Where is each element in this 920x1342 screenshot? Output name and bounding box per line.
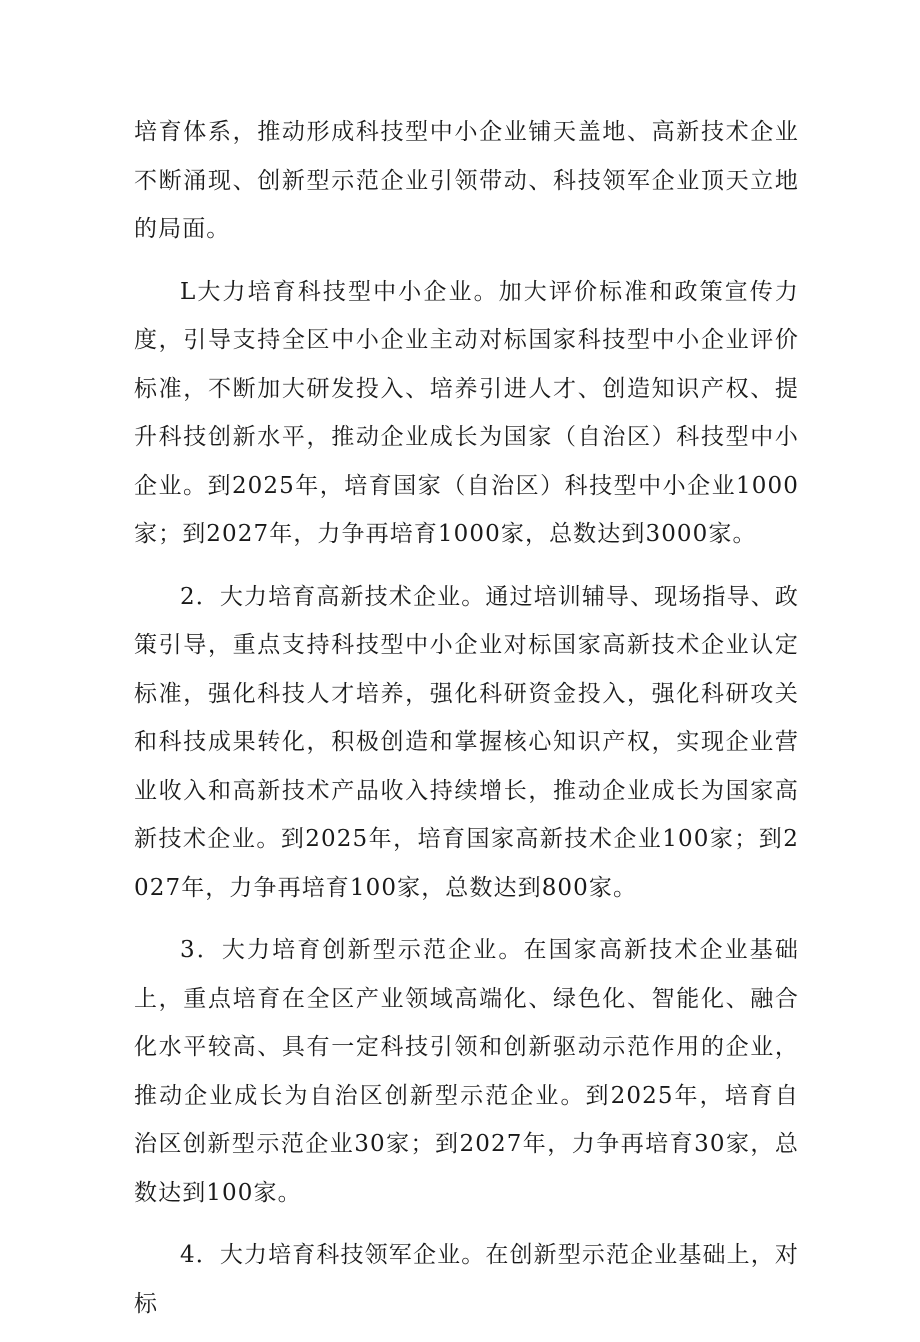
paragraph-item-3: 3．大力培育创新型示范企业。在国家高新技术企业基础上，重点培育在全区产业领域高端化、绿色化、智能化、融合化水平较高、具有一定科技引领和创新驱动示范作用的企业，推动企业成长为自治区创新型示范企业。到2025年，培育自治区创新型示范企业30家；到2027年，力争再培育30家，总数达到100家。 — [134, 937, 799, 1206]
paragraph-continuation: 培育体系，推动形成科技型中小企业铺天盖地、高新技术企业不断涌现、创新型示范企业引领带动、科技领军企业顶天立地的局面。 — [134, 119, 799, 242]
paragraph-item-1: L大力培育科技型中小企业。加大评价标准和政策宣传力度，引导支持全区中小企业主动对标国家科技型中小企业评价标准，不断加大研发投入、培养引进人才、创造知识产权、提升科技创新水平，推动企业成长为国家（自治区）科技型中小企业。到2025年，培育国家（自治区）科技型中小企业1000家；到2027年，力争再培育1000家，总数达到3000家。 — [134, 278, 799, 547]
paragraph-item-4: 4．大力培育科技领军企业。在创新型示范企业基础上，对标 — [134, 1242, 799, 1317]
document-body — [134, 108, 799, 1342]
paragraph-item-2: 2．大力培育高新技术企业。通过培训辅导、现场指导、政策引导，重点支持科技型中小企业对标国家高新技术企业认定标准，强化科技人才培养，强化科研资金投入，强化科研攻关和科技成果转化，积极创造和掌握核心知识产权，实现企业营业收入和高新技术产品收入持续增长，推动企业成长为国家高新技术企业。到2025年，培育国家高新技术企业100家；到2027年，力争再培育100家，总数达到800家。 — [134, 583, 799, 901]
